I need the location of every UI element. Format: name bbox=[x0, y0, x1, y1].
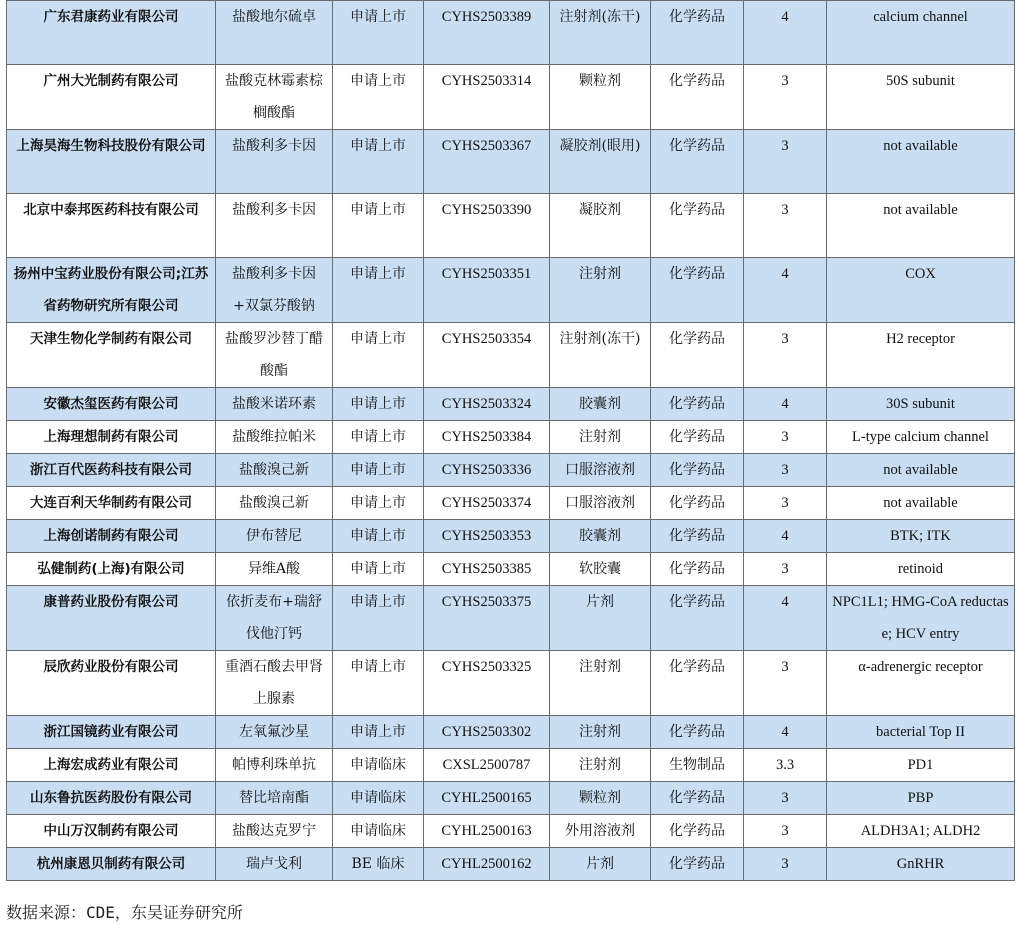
company-cell: 北京中泰邦医药科技有限公司 bbox=[7, 194, 216, 258]
table-row bbox=[7, 487, 1015, 520]
registration-class-cell: 3 bbox=[744, 194, 827, 258]
dosage-form-cell: 颗粒剂 bbox=[550, 65, 651, 130]
table-row bbox=[7, 782, 1015, 815]
drug-name-cell: 重酒石酸去甲肾上腺素 bbox=[216, 651, 333, 716]
registration-class-cell: 4 bbox=[744, 258, 827, 323]
target-cell: L-type calcium channel bbox=[827, 421, 1015, 454]
dosage-form-cell: 凝胶剂(眼用) bbox=[550, 130, 651, 194]
application-type-cell: 申请上市 bbox=[333, 65, 424, 130]
company-cell: 辰欣药业股份有限公司 bbox=[7, 651, 216, 716]
drug-category-cell: 化学药品 bbox=[651, 323, 744, 388]
table-row bbox=[7, 130, 1015, 194]
target-cell: not available bbox=[827, 487, 1015, 520]
table-row bbox=[7, 388, 1015, 421]
drug-category-cell: 化学药品 bbox=[651, 651, 744, 716]
dosage-form-cell: 口服溶液剂 bbox=[550, 487, 651, 520]
table-row bbox=[7, 749, 1015, 782]
drug-name-cell: 盐酸罗沙替丁醋酸酯 bbox=[216, 323, 333, 388]
application-type-cell: 申请上市 bbox=[333, 323, 424, 388]
table-row bbox=[7, 1, 1015, 65]
table-row bbox=[7, 421, 1015, 454]
drug-name-cell: 盐酸利多卡因+双氯芬酸钠 bbox=[216, 258, 333, 323]
drug-name-cell: 帕博利珠单抗 bbox=[216, 749, 333, 782]
acceptance-number-cell: CYHS2503353 bbox=[424, 520, 550, 553]
acceptance-number-cell: CYHS2503384 bbox=[424, 421, 550, 454]
registration-class-cell: 3 bbox=[744, 815, 827, 848]
dosage-form-cell: 注射剂 bbox=[550, 258, 651, 323]
registration-class-cell: 4 bbox=[744, 520, 827, 553]
acceptance-number-cell: CYHL2500162 bbox=[424, 848, 550, 881]
drug-category-cell: 化学药品 bbox=[651, 388, 744, 421]
drug-name-cell: 盐酸利多卡因 bbox=[216, 194, 333, 258]
registration-class-cell: 4 bbox=[744, 388, 827, 421]
registration-class-cell: 3 bbox=[744, 421, 827, 454]
table-row bbox=[7, 716, 1015, 749]
company-cell: 上海理想制药有限公司 bbox=[7, 421, 216, 454]
application-type-cell: 申请临床 bbox=[333, 782, 424, 815]
drug-name-cell: 盐酸溴己新 bbox=[216, 454, 333, 487]
table-row bbox=[7, 323, 1015, 388]
dosage-form-cell: 注射剂(冻干) bbox=[550, 1, 651, 65]
company-cell: 广州大光制药有限公司 bbox=[7, 65, 216, 130]
application-type-cell: 申请上市 bbox=[333, 651, 424, 716]
target-cell: 30S subunit bbox=[827, 388, 1015, 421]
drug-category-cell: 化学药品 bbox=[651, 1, 744, 65]
company-cell: 浙江国镜药业有限公司 bbox=[7, 716, 216, 749]
drug-category-cell: 化学药品 bbox=[651, 848, 744, 881]
acceptance-number-cell: CXSL2500787 bbox=[424, 749, 550, 782]
company-cell: 康普药业股份有限公司 bbox=[7, 586, 216, 651]
table-row bbox=[7, 848, 1015, 881]
application-type-cell: 申请上市 bbox=[333, 454, 424, 487]
target-cell: not available bbox=[827, 194, 1015, 258]
company-cell: 上海创诺制药有限公司 bbox=[7, 520, 216, 553]
drug-name-cell: 异维A酸 bbox=[216, 553, 333, 586]
company-cell: 浙江百代医药科技有限公司 bbox=[7, 454, 216, 487]
table-row bbox=[7, 194, 1015, 258]
acceptance-number-cell: CYHS2503325 bbox=[424, 651, 550, 716]
table-row bbox=[7, 520, 1015, 553]
acceptance-number-cell: CYHS2503390 bbox=[424, 194, 550, 258]
drug-name-cell: 伊布替尼 bbox=[216, 520, 333, 553]
dosage-form-cell: 注射剂(冻干) bbox=[550, 323, 651, 388]
application-type-cell: 申请临床 bbox=[333, 749, 424, 782]
dosage-form-cell: 注射剂 bbox=[550, 749, 651, 782]
dosage-form-cell: 注射剂 bbox=[550, 651, 651, 716]
drug-category-cell: 化学药品 bbox=[651, 130, 744, 194]
target-cell: PD1 bbox=[827, 749, 1015, 782]
table-row bbox=[7, 651, 1015, 716]
application-type-cell: 申请上市 bbox=[333, 258, 424, 323]
table-row bbox=[7, 586, 1015, 651]
acceptance-number-cell: CYHS2503375 bbox=[424, 586, 550, 651]
drug-name-cell: 替比培南酯 bbox=[216, 782, 333, 815]
target-cell: 50S subunit bbox=[827, 65, 1015, 130]
company-cell: 上海宏成药业有限公司 bbox=[7, 749, 216, 782]
drug-category-cell: 化学药品 bbox=[651, 520, 744, 553]
application-type-cell: 申请上市 bbox=[333, 716, 424, 749]
application-type-cell: 申请上市 bbox=[333, 421, 424, 454]
target-cell: calcium channel bbox=[827, 1, 1015, 65]
drug-name-cell: 盐酸米诺环素 bbox=[216, 388, 333, 421]
drug-category-cell: 化学药品 bbox=[651, 716, 744, 749]
target-cell: α-adrenergic receptor bbox=[827, 651, 1015, 716]
acceptance-number-cell: CYHS2503367 bbox=[424, 130, 550, 194]
acceptance-number-cell: CYHS2503314 bbox=[424, 65, 550, 130]
registration-class-cell: 3 bbox=[744, 454, 827, 487]
drug-category-cell: 化学药品 bbox=[651, 258, 744, 323]
dosage-form-cell: 注射剂 bbox=[550, 421, 651, 454]
application-type-cell: 申请上市 bbox=[333, 586, 424, 651]
drug-category-cell: 化学药品 bbox=[651, 454, 744, 487]
acceptance-number-cell: CYHL2500163 bbox=[424, 815, 550, 848]
target-cell: PBP bbox=[827, 782, 1015, 815]
source-note: 数据来源：CDE，东吴证券研究所 bbox=[6, 903, 243, 922]
application-type-cell: 申请上市 bbox=[333, 194, 424, 258]
company-cell: 上海昊海生物科技股份有限公司 bbox=[7, 130, 216, 194]
dosage-form-cell: 凝胶剂 bbox=[550, 194, 651, 258]
dosage-form-cell: 胶囊剂 bbox=[550, 520, 651, 553]
application-type-cell: BE 临床 bbox=[333, 848, 424, 881]
acceptance-number-cell: CYHS2503302 bbox=[424, 716, 550, 749]
acceptance-number-cell: CYHS2503374 bbox=[424, 487, 550, 520]
drug-category-cell: 化学药品 bbox=[651, 782, 744, 815]
registration-class-cell: 3.3 bbox=[744, 749, 827, 782]
registration-class-cell: 3 bbox=[744, 323, 827, 388]
application-type-cell: 申请上市 bbox=[333, 520, 424, 553]
table-body bbox=[7, 1, 1015, 881]
company-cell: 弘健制药(上海)有限公司 bbox=[7, 553, 216, 586]
dosage-form-cell: 口服溶液剂 bbox=[550, 454, 651, 487]
acceptance-number-cell: CYHS2503354 bbox=[424, 323, 550, 388]
application-type-cell: 申请上市 bbox=[333, 388, 424, 421]
company-cell: 天津生物化学制药有限公司 bbox=[7, 323, 216, 388]
application-type-cell: 申请上市 bbox=[333, 553, 424, 586]
target-cell: BTK; ITK bbox=[827, 520, 1015, 553]
target-cell: ALDH3A1; ALDH2 bbox=[827, 815, 1015, 848]
registration-class-cell: 4 bbox=[744, 1, 827, 65]
drug-application-table bbox=[6, 0, 1015, 881]
drug-name-cell: 盐酸溴己新 bbox=[216, 487, 333, 520]
company-cell: 杭州康恩贝制药有限公司 bbox=[7, 848, 216, 881]
drug-category-cell: 化学药品 bbox=[651, 421, 744, 454]
drug-name-cell: 盐酸克林霉素棕榈酸酯 bbox=[216, 65, 333, 130]
registration-class-cell: 3 bbox=[744, 651, 827, 716]
target-cell: not available bbox=[827, 454, 1015, 487]
table-row bbox=[7, 65, 1015, 130]
drug-category-cell: 化学药品 bbox=[651, 815, 744, 848]
drug-category-cell: 化学药品 bbox=[651, 586, 744, 651]
target-cell: bacterial Top II bbox=[827, 716, 1015, 749]
registration-class-cell: 3 bbox=[744, 487, 827, 520]
table-row bbox=[7, 258, 1015, 323]
registration-class-cell: 3 bbox=[744, 130, 827, 194]
drug-name-cell: 瑞卢戈利 bbox=[216, 848, 333, 881]
drug-name-cell: 盐酸地尔硫卓 bbox=[216, 1, 333, 65]
dosage-form-cell: 片剂 bbox=[550, 848, 651, 881]
company-cell: 广东君康药业有限公司 bbox=[7, 1, 216, 65]
target-cell: retinoid bbox=[827, 553, 1015, 586]
dosage-form-cell: 软胶囊 bbox=[550, 553, 651, 586]
table-row bbox=[7, 815, 1015, 848]
acceptance-number-cell: CYHS2503324 bbox=[424, 388, 550, 421]
registration-class-cell: 4 bbox=[744, 716, 827, 749]
target-cell: H2 receptor bbox=[827, 323, 1015, 388]
target-cell: not available bbox=[827, 130, 1015, 194]
registration-class-cell: 3 bbox=[744, 65, 827, 130]
table-row bbox=[7, 454, 1015, 487]
drug-category-cell: 化学药品 bbox=[651, 65, 744, 130]
acceptance-number-cell: CYHL2500165 bbox=[424, 782, 550, 815]
drug-name-cell: 盐酸利多卡因 bbox=[216, 130, 333, 194]
acceptance-number-cell: CYHS2503385 bbox=[424, 553, 550, 586]
drug-category-cell: 化学药品 bbox=[651, 194, 744, 258]
target-cell: GnRHR bbox=[827, 848, 1015, 881]
drug-category-cell: 生物制品 bbox=[651, 749, 744, 782]
drug-category-cell: 化学药品 bbox=[651, 553, 744, 586]
application-type-cell: 申请上市 bbox=[333, 1, 424, 65]
drug-category-cell: 化学药品 bbox=[651, 487, 744, 520]
dosage-form-cell: 胶囊剂 bbox=[550, 388, 651, 421]
application-type-cell: 申请临床 bbox=[333, 815, 424, 848]
registration-class-cell: 3 bbox=[744, 782, 827, 815]
table-row bbox=[7, 553, 1015, 586]
company-cell: 大连百利天华制药有限公司 bbox=[7, 487, 216, 520]
company-cell: 安徽杰玺医药有限公司 bbox=[7, 388, 216, 421]
registration-class-cell: 4 bbox=[744, 586, 827, 651]
drug-name-cell: 盐酸维拉帕米 bbox=[216, 421, 333, 454]
target-cell: NPC1L1; HMG-CoA reductase; HCV entry bbox=[827, 586, 1015, 651]
dosage-form-cell: 片剂 bbox=[550, 586, 651, 651]
target-cell: COX bbox=[827, 258, 1015, 323]
application-type-cell: 申请上市 bbox=[333, 130, 424, 194]
drug-name-cell: 盐酸达克罗宁 bbox=[216, 815, 333, 848]
application-type-cell: 申请上市 bbox=[333, 487, 424, 520]
registration-class-cell: 3 bbox=[744, 848, 827, 881]
dosage-form-cell: 外用溶液剂 bbox=[550, 815, 651, 848]
drug-name-cell: 左氧氟沙星 bbox=[216, 716, 333, 749]
company-cell: 扬州中宝药业股份有限公司;江苏省药物研究所有限公司 bbox=[7, 258, 216, 323]
company-cell: 中山万汉制药有限公司 bbox=[7, 815, 216, 848]
drug-name-cell: 依折麦布+瑞舒伐他汀钙 bbox=[216, 586, 333, 651]
company-cell: 山东鲁抗医药股份有限公司 bbox=[7, 782, 216, 815]
acceptance-number-cell: CYHS2503389 bbox=[424, 1, 550, 65]
dosage-form-cell: 颗粒剂 bbox=[550, 782, 651, 815]
registration-class-cell: 3 bbox=[744, 553, 827, 586]
dosage-form-cell: 注射剂 bbox=[550, 716, 651, 749]
acceptance-number-cell: CYHS2503351 bbox=[424, 258, 550, 323]
acceptance-number-cell: CYHS2503336 bbox=[424, 454, 550, 487]
